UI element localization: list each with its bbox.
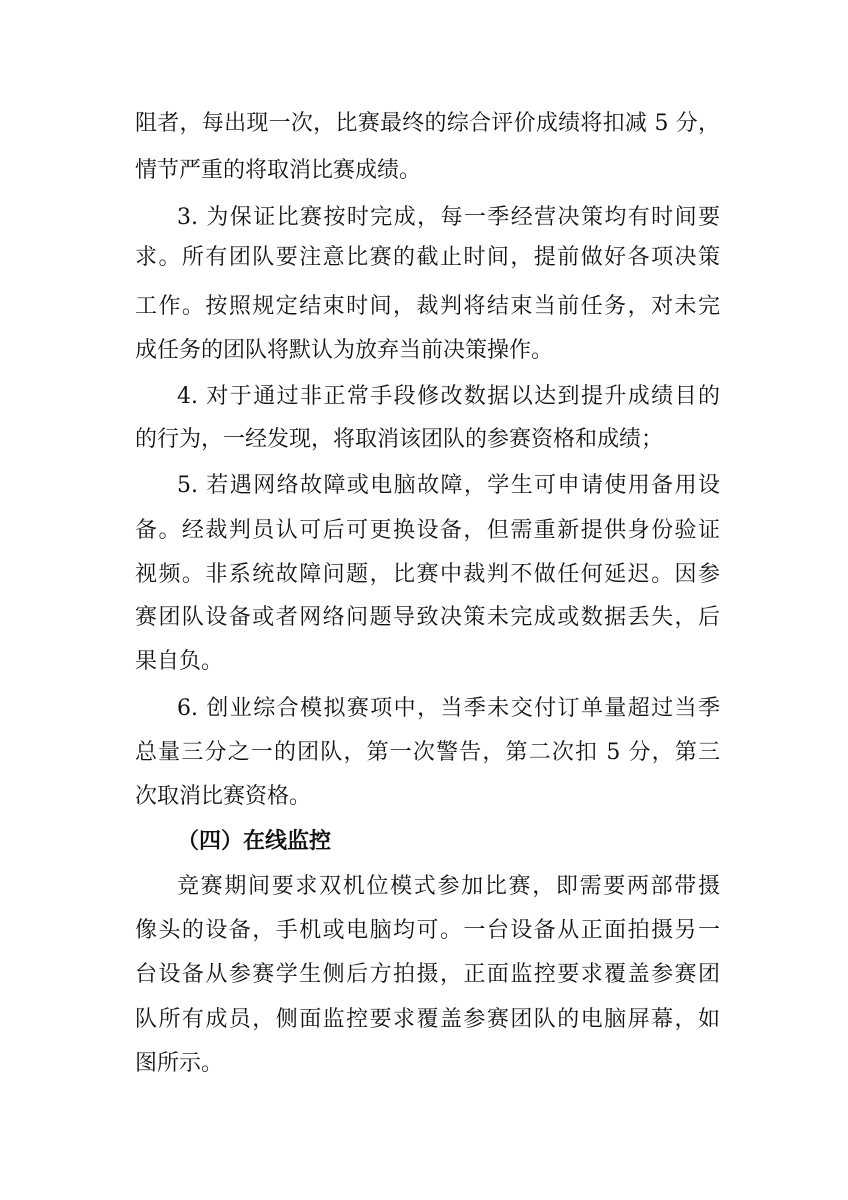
text-line: 总量三分之一的团队，第一次警告，第二次扣 5 分，第三 (135, 740, 720, 765)
text-line: 赛团队设备或者网络问题导致决策未完成或数据丢失，后 (135, 605, 720, 630)
text-line: 情节严重的将取消比赛成绩。 (135, 158, 422, 183)
text-line: 的行为，一经发现，将取消该团队的参赛资格和成绩； (135, 427, 664, 452)
text-line: 队所有成员，侧面监控要求覆盖参赛团队的电脑屏幕，如 (135, 1007, 720, 1032)
text-line: 成任务的团队将默认为放弃当前决策操作。 (135, 338, 554, 363)
text-line: 台设备从参赛学生侧后方拍摄，正面监控要求覆盖参赛团 (135, 962, 720, 987)
text-line: 像头的设备，手机或电脑均可。一台设备从正面拍摄另一 (135, 918, 720, 943)
text-line: 备。经裁判员认可后可更换设备，但需重新提供身份验证 (135, 518, 720, 543)
text-line: 次取消比赛资格。 (135, 784, 312, 809)
text-line: 5. 若遇网络故障或电脑故障，学生可申请使用备用设 (177, 473, 720, 498)
section-heading: （四）在线监控 (177, 829, 332, 854)
text-line: 求。所有团队要注意比赛的截止时间，提前做好各项决策 (135, 245, 720, 270)
text-line: 3. 为保证比赛按时完成，每一季经营决策均有时间要 (177, 205, 720, 230)
text-line: 4. 对于通过非正常手段修改数据以达到提升成绩目的 (177, 384, 720, 409)
text-line: 视频。非系统故障问题，比赛中裁判不做任何延迟。因参 (135, 562, 720, 587)
text-line: 图所示。 (135, 1051, 224, 1076)
text-line: 竞赛期间要求双机位模式参加比赛，即需要两部带摄 (177, 874, 720, 899)
text-line: 6. 创业综合模拟赛项中，当季未交付订单量超过当季 (177, 696, 720, 721)
text-line: 果自负。 (135, 649, 224, 674)
text-line: 工作。按照规定结束时间，裁判将结束当前任务，对未完 (135, 294, 720, 319)
text-line: 阻者，每出现一次，比赛最终的综合评价成绩将扣减 5 分， (135, 111, 720, 136)
